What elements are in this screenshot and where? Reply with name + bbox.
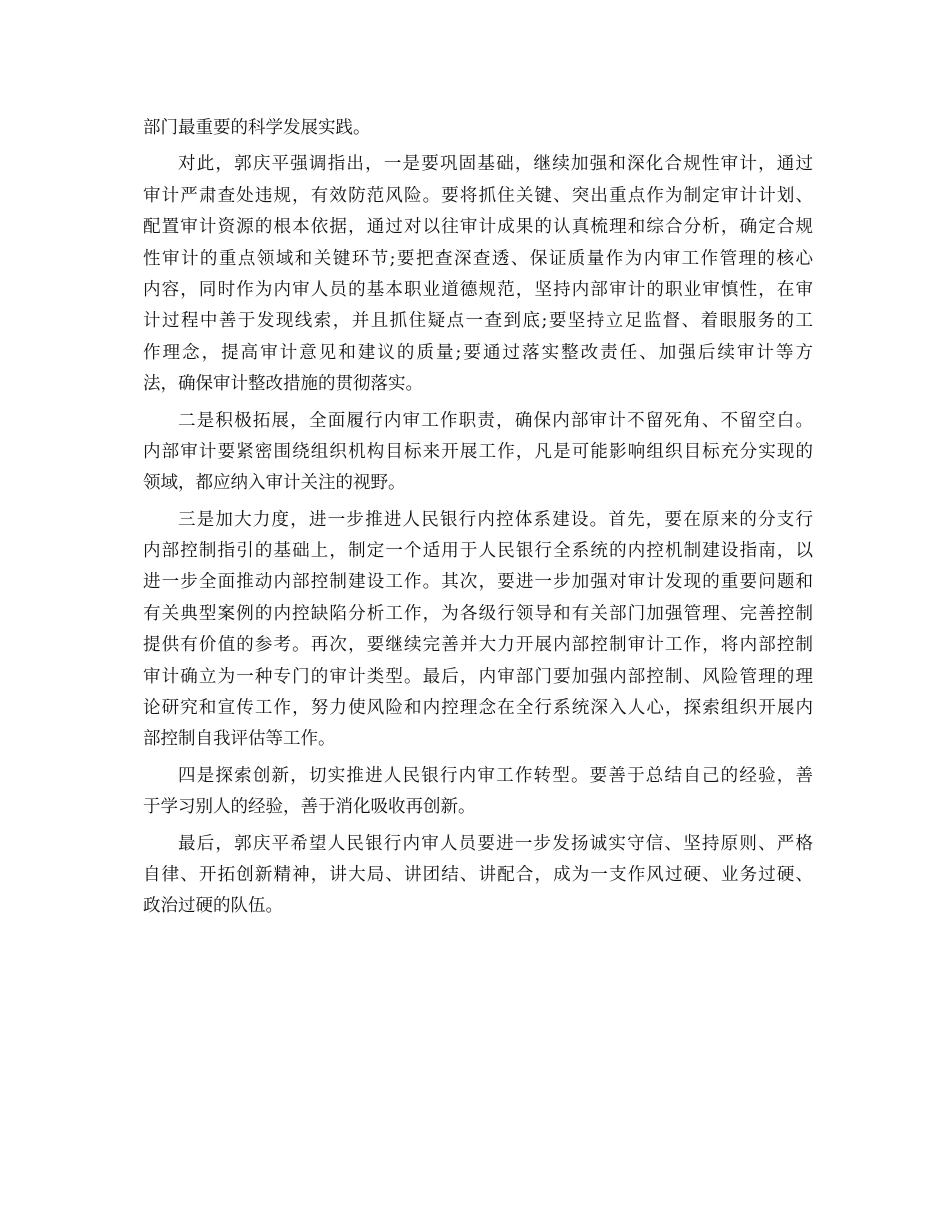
- paragraph-6: [143, 829, 813, 923]
- text-line: 部控制自我评估等工作。: [143, 729, 336, 750]
- text-line: 论研究和宣传工作，努力使风险和内控理念在全行系统深入人心，探索组织开展内: [143, 698, 813, 719]
- text-line: 四是探索创新，切实推进人民银行内审工作转型。要善于总结自己的经验，善: [178, 765, 813, 786]
- paragraph-5: [143, 761, 813, 824]
- text-line: 计过程中善于发现线索，并且抓住疑点一查到底;要坚持立足监督、着眼服务的工: [143, 311, 813, 332]
- text-line: 提供有价值的参考。再次，要继续完善并大力开展内部控制审计工作，将内部控制: [143, 635, 813, 656]
- text-line: 自律、开拓创新精神，讲大局、讲团结、讲配合，成为一支作风过硬、业务过硬、: [143, 864, 813, 885]
- text-line: 审计严肃查处违规，有效防范风险。要将抓住关键、突出重点作为制定审计计划、: [143, 185, 813, 206]
- text-line: 最后，郭庆平希望人民银行内审人员要进一步发扬诚实守信、坚持原则、严格: [178, 833, 813, 854]
- text-line: 对此，郭庆平强调指出，一是要巩固基础，继续加强和深化合规性审计，通过: [178, 154, 813, 175]
- text-line: 部门最重要的科学发展实践。: [143, 118, 371, 138]
- text-line: 领域，都应纳入审计关注的视野。: [143, 473, 406, 494]
- text-line: 进一步全面推动内部控制建设工作。其次，要进一步加强对审计发现的重要问题和: [143, 572, 813, 593]
- text-line: 内部控制指引的基础上，制定一个适用于人民银行全系统的内控机制建设指南，以: [143, 541, 813, 562]
- text-line: 有关典型案例的内控缺陷分析工作，为各级行领导和有关部门加强管理、完善控制: [143, 603, 813, 624]
- paragraph-4: [143, 505, 813, 756]
- text-line: 性审计的重点领域和关键环节;要把查深查透、保证质量作为内审工作管理的核心: [143, 248, 813, 269]
- text-line: 二是积极拓展，全面履行内审工作职责，确保内部审计不留死角、不留空白。: [178, 410, 813, 431]
- text-line: 政治过硬的队伍。: [143, 896, 283, 917]
- paragraph-2: [143, 149, 813, 400]
- text-line: 配置审计资源的根本依据，通过对以往审计成果的认真梳理和综合分析，确定合规: [143, 217, 813, 238]
- text-line: 作理念，提高审计意见和建议的质量;要通过落实整改责任、加强后续审计等方: [143, 342, 813, 363]
- document-body: [143, 113, 813, 928]
- paragraph-3: [143, 406, 813, 500]
- text-line: 审计确立为一种专门的审计类型。最后，内审部门要加强内部控制、风险管理的理: [143, 666, 813, 687]
- text-line: 三是加大力度，进一步推进人民银行内控体系建设。首先，要在原来的分支行: [178, 509, 813, 530]
- paragraph-1: [143, 113, 813, 144]
- text-line: 内部审计要紧密围绕组织机构目标来开展工作，凡是可能影响组织目标充分实现的: [143, 441, 813, 462]
- text-line: 于学习别人的经验，善于消化吸收再创新。: [143, 797, 476, 818]
- text-line: 法，确保审计整改措施的贯彻落实。: [143, 374, 423, 395]
- text-line: 内容，同时作为内审人员的基本职业道德规范，坚持内部审计的职业审慎性，在审: [143, 279, 813, 300]
